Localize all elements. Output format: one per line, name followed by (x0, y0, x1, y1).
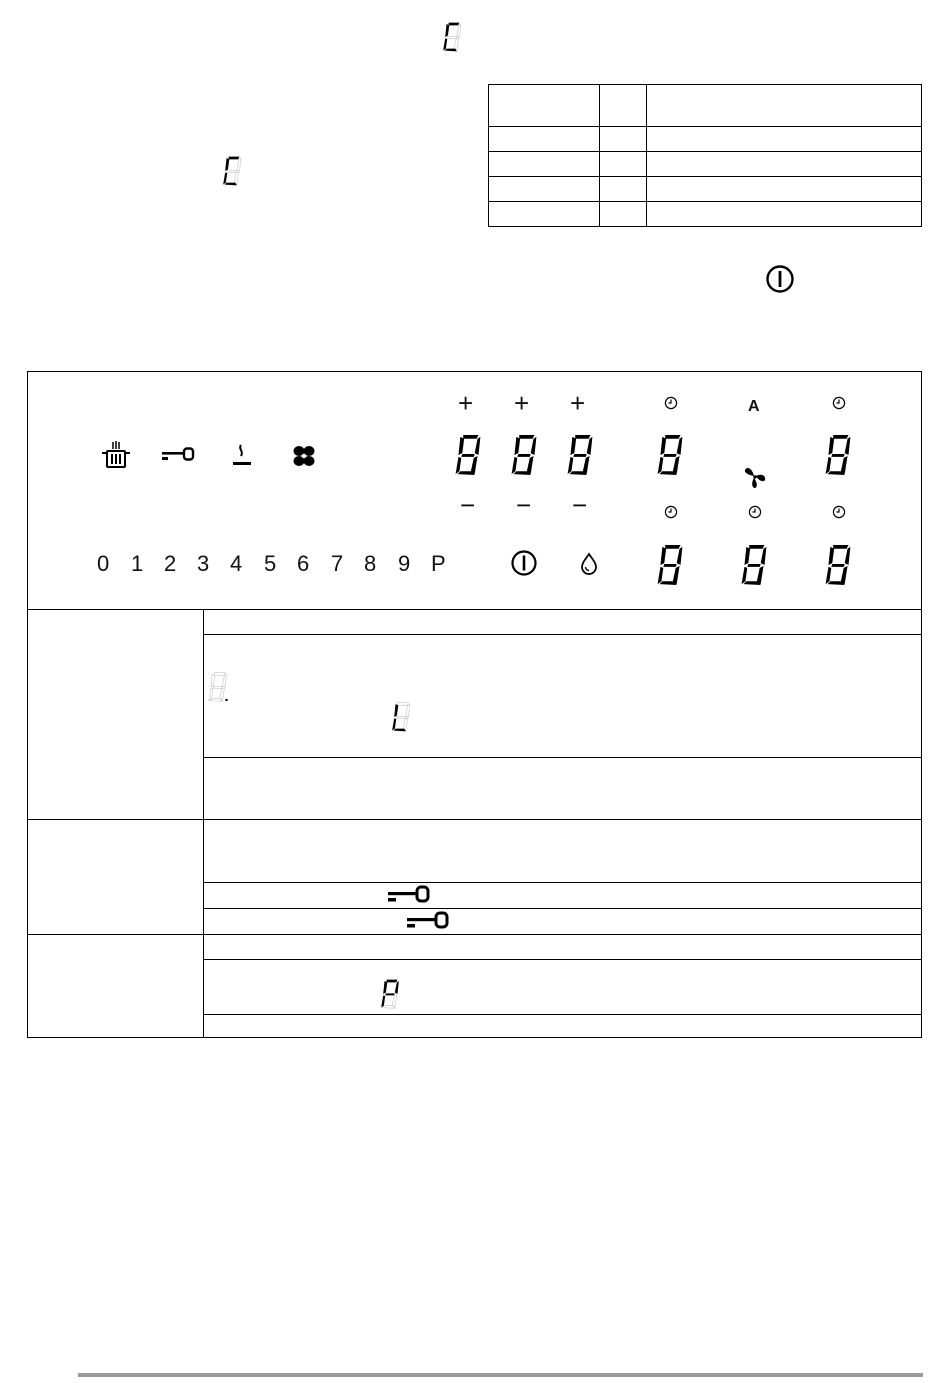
plus-sign: + (570, 388, 586, 418)
info-table (488, 84, 922, 227)
level-digit: 3 (197, 551, 210, 576)
grid-line (203, 1014, 922, 1015)
clock-icon (832, 396, 846, 410)
table-cell (489, 127, 600, 152)
level-digit: 8 (364, 551, 377, 576)
table-row (489, 177, 922, 202)
residual-heat-8dot-glyph (208, 672, 230, 702)
level-digit: 6 (297, 551, 310, 576)
control-panel-diagram (27, 371, 922, 1038)
table-row (489, 85, 922, 127)
grid-line (203, 908, 922, 909)
minus-sign: − (516, 490, 532, 520)
drop-icon (579, 552, 599, 576)
table-row (489, 152, 922, 177)
table-cell (600, 127, 647, 152)
level-digit: 7 (331, 551, 344, 576)
table-cell (600, 177, 647, 202)
level-digit: 1 (131, 551, 144, 576)
timer-display-bottom-3 (824, 544, 852, 586)
table-cell (647, 127, 922, 152)
level-digit-p: P (431, 551, 446, 576)
key-icon (161, 447, 195, 463)
auto-label: A (748, 398, 760, 415)
key-icon (387, 885, 431, 905)
table-cell (647, 152, 922, 177)
clock-icon (664, 505, 678, 519)
zone-display-3 (566, 434, 594, 476)
display-c-glyph-middle (222, 156, 242, 186)
timer-display-right (824, 434, 852, 476)
clock-icon (664, 396, 678, 410)
grid-line (203, 609, 204, 1038)
grid-line (27, 609, 922, 610)
grid-line (203, 882, 922, 883)
timer-display-bottom-1 (656, 544, 684, 586)
grid-line (27, 934, 922, 935)
footer-bar (78, 1373, 923, 1377)
table-cell (489, 152, 600, 177)
grid-line (203, 757, 922, 758)
power-icon (765, 264, 795, 294)
table-cell (600, 152, 647, 177)
level-digit: 4 (230, 551, 243, 576)
table-cell (647, 85, 922, 127)
table-row (489, 127, 922, 152)
timer-display-left (656, 434, 684, 476)
zone-display-1 (454, 434, 482, 476)
power-icon (510, 549, 538, 577)
plus-sign: + (514, 388, 530, 418)
table-cell (489, 202, 600, 227)
minus-sign: − (460, 490, 476, 520)
grid-line (27, 819, 922, 820)
fan-icon (292, 444, 316, 468)
minus-sign: − (572, 490, 588, 520)
table-cell (489, 177, 600, 202)
level-digit: 9 (398, 551, 411, 576)
display-p-glyph (380, 979, 400, 1009)
level-digit: 0 (97, 551, 110, 576)
table-cell (647, 177, 922, 202)
table-cell (600, 85, 647, 127)
key-icon (406, 911, 450, 931)
grid-line (203, 634, 922, 635)
plus-sign: + (458, 388, 474, 418)
clock-icon (748, 505, 762, 519)
table-cell (600, 202, 647, 227)
table-cell (489, 85, 600, 127)
grid-line (203, 959, 922, 960)
level-digit: 2 (164, 551, 177, 576)
timer-display-bottom-2 (740, 544, 768, 586)
zone-display-2 (510, 434, 538, 476)
fan-blades-icon (742, 464, 768, 490)
table-row (489, 202, 922, 227)
pot-icon (101, 441, 131, 469)
level-digit: 5 (264, 551, 277, 576)
display-l-glyph (391, 702, 411, 732)
clock-icon (832, 505, 846, 519)
display-c-glyph-top (442, 22, 462, 52)
table-cell (647, 202, 922, 227)
hob-heat-icon (231, 442, 253, 468)
